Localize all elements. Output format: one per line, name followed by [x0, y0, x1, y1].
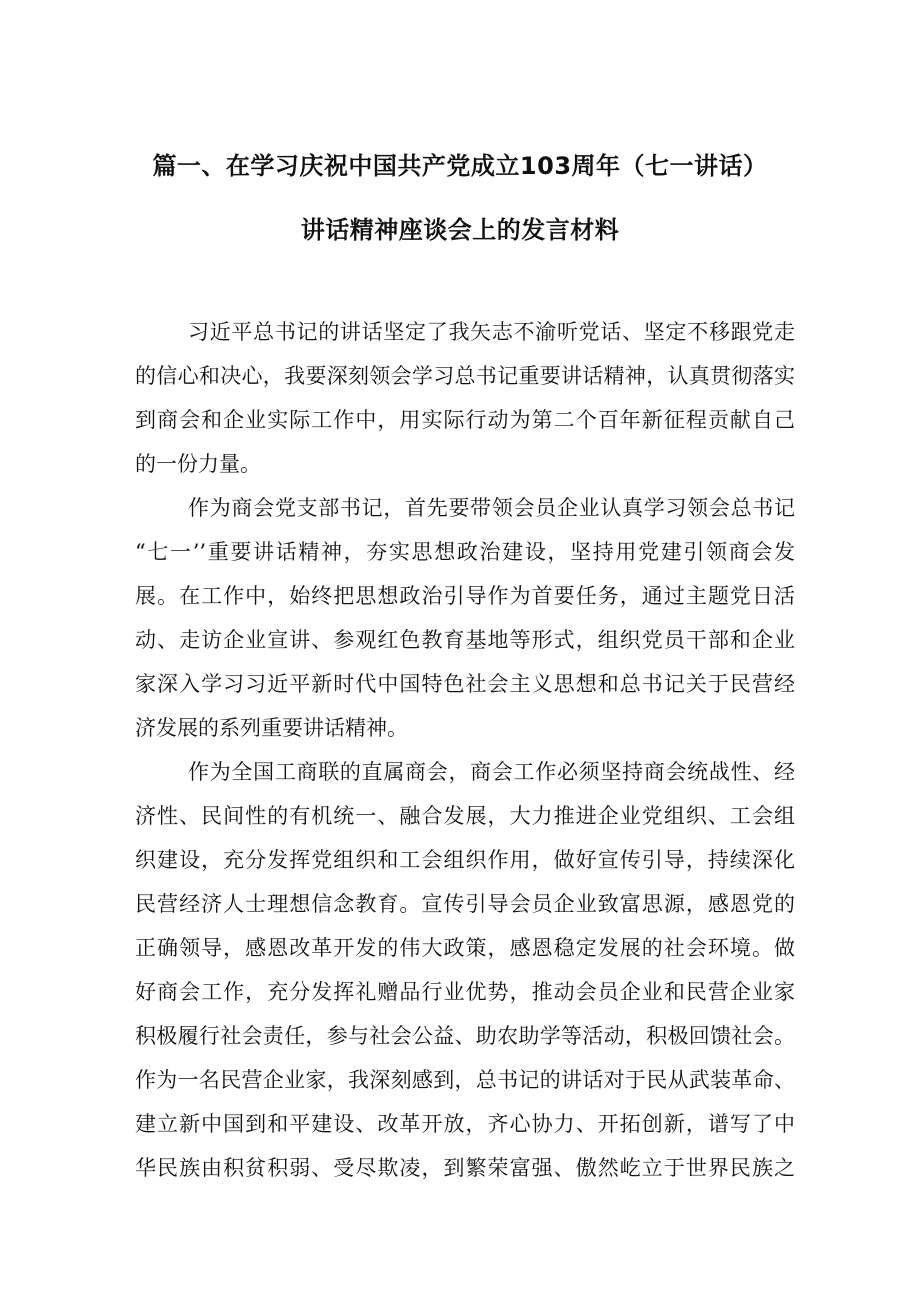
paragraph-line: 积极履行社会责任，参与社会公益、助农助学等活动，积极回馈社会。	[135, 1024, 795, 1048]
paragraph-line: 作为全国工商联的直属商会，商会工作必须坚持商会统战性、经	[188, 760, 795, 784]
paragraph-line: 作为商会党支部书记，首先要带领会员企业认真学习领会总书记	[188, 496, 795, 520]
paragraph-line: 建立新中国到和平建设、改革开放，齐心协力、开拓创新，谱写了中	[135, 1112, 795, 1136]
paragraph-line: 的信心和决心，我要深刻领会学习总书记重要讲话精神，认真贯彻落实	[135, 364, 795, 388]
document-title-line-1: 篇一、在学习庆祝中国共产党成立103周年（七一讲话）	[152, 152, 768, 180]
paragraph-line: 民营经济人士理想信念教育。宣传引导会员企业致富思源，感恩党的	[135, 892, 795, 916]
paragraph-line: 展。在工作中，始终把思想政治引导作为首要任务，通过主题党日活	[135, 584, 795, 608]
paragraph-line: 织建设，充分发挥党组织和工会组织作用，做好宣传引导，持续深化	[135, 848, 795, 872]
paragraph-line: 济性、民间性的有机统一、融合发展，大力推进企业党组织、工会组	[135, 804, 795, 828]
paragraph-line: “七一’’重要讲话精神，夯实思想政治建设，坚持用党建引领商会发	[135, 540, 795, 564]
paragraph-line: 动、走访企业宣讲、参观红色教育基地等形式，组织党员干部和企业	[135, 628, 795, 652]
document-title-line-2: 讲话精神座谈会上的发言材料	[300, 216, 620, 244]
paragraph-line: 到商会和企业实际工作中，用实际行动为第二个百年新征程贡献自己	[135, 408, 795, 432]
paragraph-line: 的一份力量。	[135, 452, 261, 476]
paragraph-line: 正确领导，感恩改革开发的伟大政策，感恩稳定发展的社会环境。做	[135, 936, 795, 960]
paragraph-line: 好商会工作，充分发挥礼赠品行业优势，推动会员企业和民营企业家	[135, 980, 795, 1004]
paragraph-line: 习近平总书记的讲话坚定了我矢志不渝听党话、坚定不移跟党走	[188, 320, 795, 344]
paragraph-line: 作为一名民营企业家，我深刻感到，总书记的讲话对于民从武装革命、	[135, 1068, 795, 1092]
paragraph-line: 家深入学习习近平新时代中国特色社会主义思想和总书记关于民营经	[135, 672, 795, 696]
paragraph-line: 济发展的系列重要讲话精神。	[135, 716, 408, 740]
paragraph-line: 华民族由积贫积弱、受尽欺凌，到繁荣富强、傲然屹立于世界民族之	[135, 1156, 795, 1180]
